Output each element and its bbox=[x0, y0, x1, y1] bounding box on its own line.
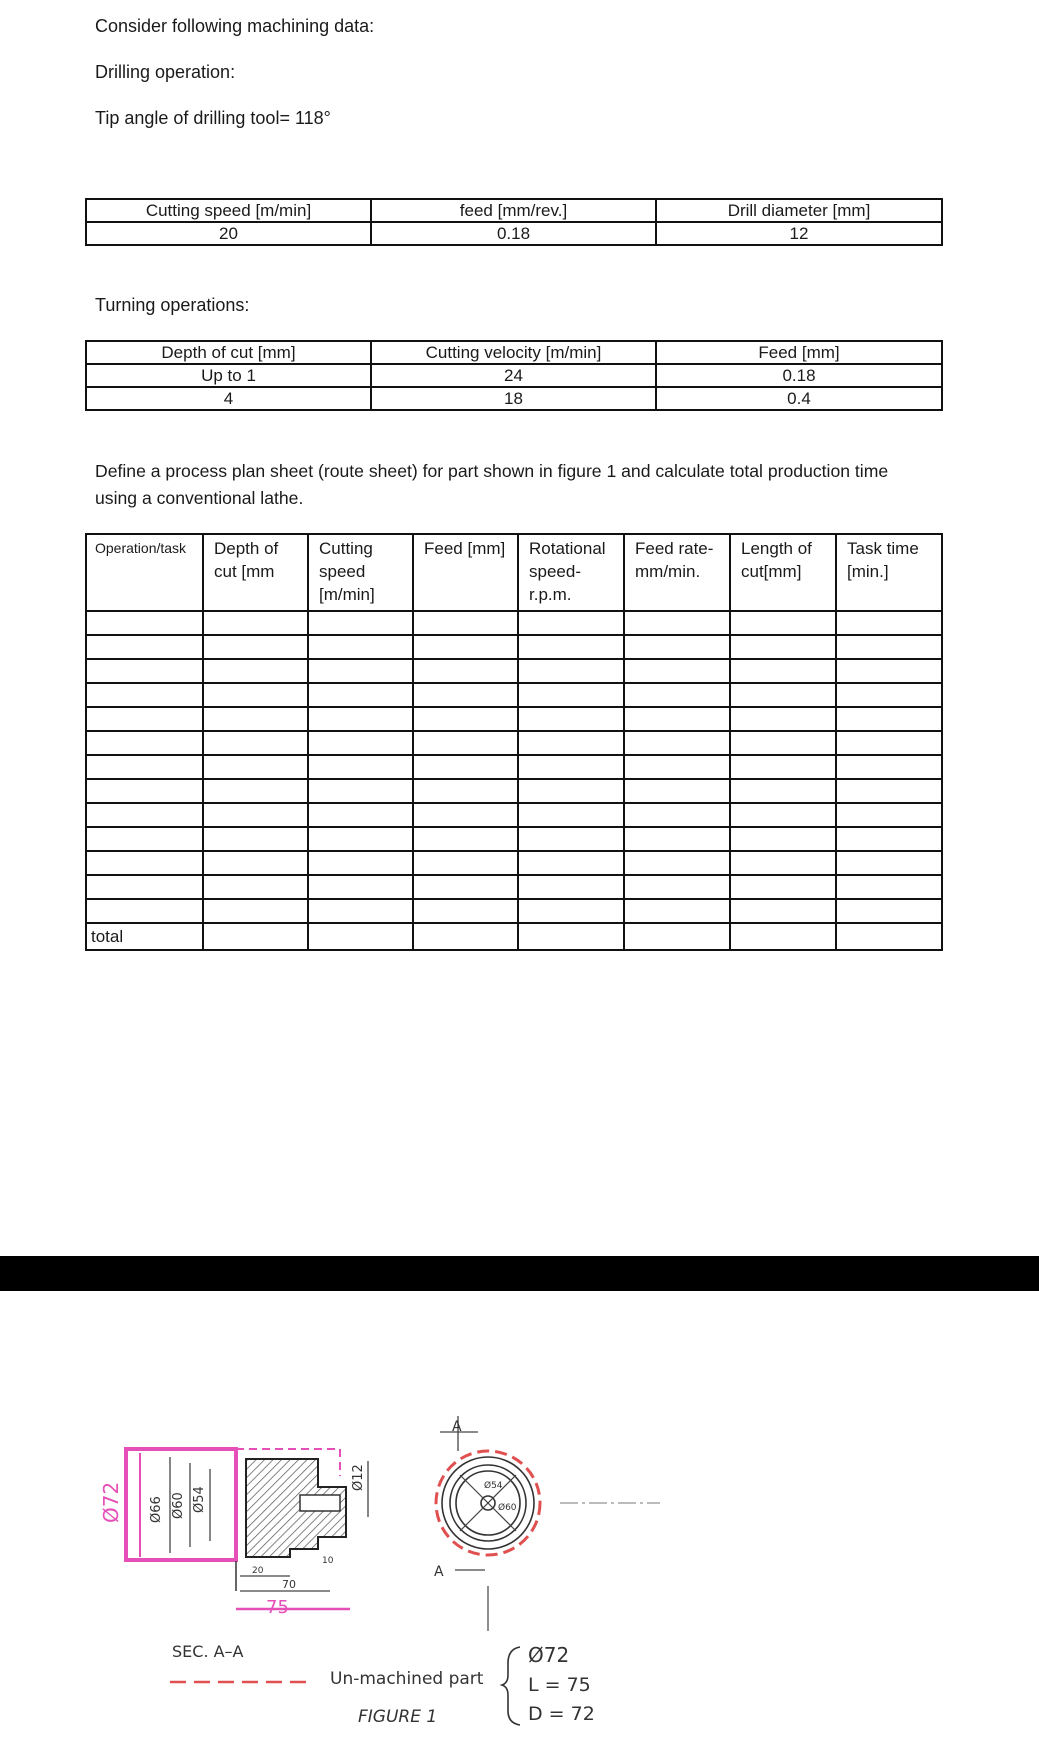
table-cell[interactable] bbox=[308, 923, 413, 950]
total-row bbox=[86, 923, 942, 950]
table-cell[interactable] bbox=[413, 923, 518, 950]
task-text-line1: Define a process plan sheet (route sheet) for part shown in figure 1 and calculate total production time bbox=[95, 461, 889, 481]
table-row bbox=[86, 779, 942, 803]
table-cell[interactable] bbox=[836, 803, 942, 827]
table-cell[interactable] bbox=[624, 707, 730, 731]
table-row bbox=[86, 827, 942, 851]
table-cell: 12 bbox=[656, 222, 942, 245]
table-cell: 0.18 bbox=[371, 222, 656, 245]
plan-header-operation: Operation/task bbox=[86, 534, 203, 611]
table-cell[interactable] bbox=[203, 659, 308, 683]
table-cell[interactable] bbox=[308, 875, 413, 899]
table-cell[interactable] bbox=[308, 707, 413, 731]
table-row bbox=[86, 875, 942, 899]
table-cell: 0.4 bbox=[656, 387, 942, 410]
table-cell[interactable] bbox=[413, 851, 518, 875]
table-cell[interactable] bbox=[413, 827, 518, 851]
table-cell[interactable] bbox=[836, 779, 942, 803]
table-cell[interactable] bbox=[86, 875, 203, 899]
table-cell[interactable] bbox=[203, 923, 308, 950]
table-cell[interactable] bbox=[624, 875, 730, 899]
table-cell[interactable] bbox=[730, 731, 836, 755]
table-cell[interactable] bbox=[308, 899, 413, 923]
table-cell[interactable] bbox=[518, 707, 624, 731]
table-cell[interactable] bbox=[203, 851, 308, 875]
table-cell[interactable] bbox=[624, 779, 730, 803]
table-cell[interactable] bbox=[730, 899, 836, 923]
table-cell[interactable] bbox=[624, 731, 730, 755]
table-row bbox=[86, 731, 942, 755]
table-cell[interactable] bbox=[836, 875, 942, 899]
table-cell[interactable] bbox=[624, 827, 730, 851]
table-header-cell: Depth of cut [mm] bbox=[86, 341, 371, 364]
table-cell[interactable] bbox=[518, 779, 624, 803]
dim-d72: Ø72 bbox=[99, 1481, 123, 1523]
table-cell[interactable] bbox=[203, 707, 308, 731]
table-cell[interactable] bbox=[518, 611, 624, 635]
circle-dim-60: Ø60 bbox=[498, 1503, 517, 1513]
table-cell[interactable] bbox=[518, 755, 624, 779]
table-cell[interactable] bbox=[518, 659, 624, 683]
table-cell[interactable] bbox=[730, 755, 836, 779]
table-cell[interactable] bbox=[86, 707, 203, 731]
table-cell[interactable] bbox=[730, 779, 836, 803]
plan-header-length: Length of cut[mm] bbox=[730, 534, 836, 611]
process-plan-table bbox=[85, 533, 943, 951]
table-cell[interactable] bbox=[730, 707, 836, 731]
table-cell[interactable] bbox=[308, 827, 413, 851]
table-cell[interactable] bbox=[413, 803, 518, 827]
table-cell[interactable] bbox=[203, 755, 308, 779]
table-cell[interactable] bbox=[624, 611, 730, 635]
table-cell[interactable] bbox=[518, 731, 624, 755]
table-cell[interactable] bbox=[518, 899, 624, 923]
table-cell[interactable] bbox=[308, 659, 413, 683]
table-row bbox=[86, 851, 942, 875]
dim-70: 70 bbox=[282, 1578, 296, 1591]
table-cell[interactable] bbox=[86, 803, 203, 827]
table-cell: 18 bbox=[371, 387, 656, 410]
table-cell[interactable] bbox=[413, 779, 518, 803]
end-view bbox=[434, 1416, 660, 1631]
table-cell[interactable] bbox=[836, 851, 942, 875]
intro-line: Consider following machining data: bbox=[95, 16, 375, 36]
table-cell[interactable] bbox=[836, 659, 942, 683]
circle-dim-54: Ø54 bbox=[484, 1481, 503, 1491]
table-cell[interactable] bbox=[413, 611, 518, 635]
table-cell[interactable] bbox=[413, 635, 518, 659]
table-cell[interactable] bbox=[203, 779, 308, 803]
table-cell[interactable] bbox=[518, 683, 624, 707]
table-row bbox=[86, 899, 942, 923]
table-cell[interactable] bbox=[730, 803, 836, 827]
plan-header-cutting-speed: Cutting speed [m/min] bbox=[308, 534, 413, 611]
table-cell[interactable] bbox=[730, 659, 836, 683]
table-cell[interactable] bbox=[624, 851, 730, 875]
part-drawing-figure bbox=[0, 1291, 1039, 1762]
table-cell[interactable] bbox=[836, 731, 942, 755]
table-cell[interactable] bbox=[86, 827, 203, 851]
turning-heading: Turning operations: bbox=[95, 295, 250, 315]
table-row bbox=[86, 803, 942, 827]
figure-caption: FIGURE 1 bbox=[358, 1707, 438, 1727]
table-cell[interactable] bbox=[308, 635, 413, 659]
table-cell[interactable] bbox=[518, 875, 624, 899]
table-cell[interactable] bbox=[203, 875, 308, 899]
table-cell[interactable] bbox=[308, 755, 413, 779]
dim-75: 75 bbox=[266, 1597, 289, 1618]
plan-header-task-time: Task time [min.] bbox=[836, 534, 942, 611]
table-cell: 4 bbox=[86, 387, 371, 410]
section-view bbox=[99, 1449, 368, 1682]
table-cell[interactable] bbox=[836, 899, 942, 923]
drilled-hole bbox=[300, 1495, 340, 1511]
section-a-top: A bbox=[452, 1419, 462, 1435]
table-cell[interactable] bbox=[308, 683, 413, 707]
table-cell[interactable] bbox=[308, 611, 413, 635]
table-cell[interactable] bbox=[203, 827, 308, 851]
table-cell[interactable] bbox=[730, 851, 836, 875]
dim-20: 20 bbox=[252, 1566, 264, 1576]
table-header-cell: Cutting speed [m/min] bbox=[86, 199, 371, 222]
dim-d66: Ø66 bbox=[149, 1496, 164, 1523]
table-cell[interactable] bbox=[86, 851, 203, 875]
table-cell[interactable] bbox=[624, 683, 730, 707]
table-cell[interactable] bbox=[836, 611, 942, 635]
section-a-bottom: A bbox=[434, 1564, 444, 1580]
table-cell[interactable] bbox=[730, 635, 836, 659]
table-cell[interactable] bbox=[836, 683, 942, 707]
table-cell[interactable] bbox=[836, 755, 942, 779]
table-cell[interactable] bbox=[86, 899, 203, 923]
table-cell[interactable] bbox=[624, 755, 730, 779]
table-cell[interactable] bbox=[86, 779, 203, 803]
table-cell[interactable] bbox=[413, 683, 518, 707]
table-row bbox=[86, 755, 942, 779]
table-row bbox=[86, 683, 942, 707]
dim-d54: Ø54 bbox=[192, 1486, 207, 1513]
table-cell[interactable] bbox=[836, 923, 942, 950]
table-cell[interactable] bbox=[518, 923, 624, 950]
table-cell[interactable] bbox=[413, 755, 518, 779]
table-cell[interactable] bbox=[518, 851, 624, 875]
table-cell[interactable] bbox=[730, 611, 836, 635]
section-label: SEC. A–A bbox=[172, 1642, 244, 1661]
table-cell: Up to 1 bbox=[86, 364, 371, 387]
table-cell[interactable] bbox=[86, 659, 203, 683]
table-cell[interactable] bbox=[413, 731, 518, 755]
table-cell[interactable] bbox=[203, 803, 308, 827]
table-cell[interactable] bbox=[730, 683, 836, 707]
table-header-cell: Cutting velocity [m/min] bbox=[371, 341, 656, 364]
unmachined-label: Un-machined part bbox=[330, 1669, 484, 1689]
table-row bbox=[86, 635, 942, 659]
table-cell[interactable] bbox=[86, 755, 203, 779]
table-cell: 24 bbox=[371, 364, 656, 387]
table-cell[interactable] bbox=[413, 899, 518, 923]
table-cell[interactable] bbox=[836, 635, 942, 659]
table-cell[interactable] bbox=[413, 659, 518, 683]
stock-brace bbox=[502, 1647, 520, 1725]
table-cell: 20 bbox=[86, 222, 371, 245]
table-cell[interactable] bbox=[730, 875, 836, 899]
table-cell[interactable] bbox=[413, 707, 518, 731]
drilling-heading: Drilling operation: bbox=[95, 62, 236, 82]
table-cell[interactable] bbox=[518, 635, 624, 659]
table-cell[interactable] bbox=[308, 803, 413, 827]
table-cell[interactable] bbox=[308, 731, 413, 755]
table-cell[interactable] bbox=[624, 923, 730, 950]
drilling-data-table bbox=[85, 198, 943, 246]
table-cell[interactable] bbox=[624, 659, 730, 683]
table-cell[interactable] bbox=[730, 827, 836, 851]
table-header-cell: Feed [mm] bbox=[656, 341, 942, 364]
table-cell[interactable] bbox=[203, 899, 308, 923]
table-header-cell: Drill diameter [mm] bbox=[656, 199, 942, 222]
table-row bbox=[86, 659, 942, 683]
plan-header-depth: Depth of cut [mm bbox=[203, 534, 308, 611]
table-cell[interactable] bbox=[624, 635, 730, 659]
plan-header-feed-rate: Feed rate- mm/min. bbox=[624, 534, 730, 611]
stock-length: L = 75 bbox=[528, 1674, 591, 1696]
table-cell[interactable] bbox=[203, 683, 308, 707]
plan-header-feed: Feed [mm] bbox=[413, 534, 518, 611]
table-cell[interactable] bbox=[203, 731, 308, 755]
table-cell: 0.18 bbox=[656, 364, 942, 387]
table-cell[interactable] bbox=[836, 827, 942, 851]
table-cell[interactable] bbox=[308, 779, 413, 803]
black-separator-band bbox=[0, 1256, 1039, 1291]
table-row bbox=[86, 707, 942, 731]
turning-data-table bbox=[85, 340, 943, 411]
table-cell[interactable] bbox=[86, 731, 203, 755]
table-cell[interactable] bbox=[624, 899, 730, 923]
table-cell[interactable] bbox=[203, 635, 308, 659]
dim-d60: Ø60 bbox=[171, 1492, 186, 1519]
task-text-line2: using a conventional lathe. bbox=[95, 488, 304, 508]
dim-10: 10 bbox=[322, 1556, 334, 1566]
stock-diameter: Ø72 bbox=[528, 1643, 570, 1667]
table-cell[interactable] bbox=[308, 851, 413, 875]
table-cell[interactable] bbox=[836, 707, 942, 731]
tip-angle-text: Tip angle of drilling tool= 118° bbox=[95, 108, 331, 128]
table-cell[interactable] bbox=[518, 827, 624, 851]
table-cell[interactable] bbox=[86, 683, 203, 707]
table-cell[interactable] bbox=[86, 611, 203, 635]
total-label: total bbox=[86, 923, 203, 950]
table-cell[interactable] bbox=[518, 803, 624, 827]
table-cell[interactable] bbox=[86, 635, 203, 659]
table-header-cell: feed [mm/rev.] bbox=[371, 199, 656, 222]
plan-header-rotational-speed: Rotational speed- r.p.m. bbox=[518, 534, 624, 611]
table-cell[interactable] bbox=[730, 923, 836, 950]
table-row bbox=[86, 611, 942, 635]
table-cell[interactable] bbox=[203, 611, 308, 635]
stock-d: D = 72 bbox=[528, 1703, 595, 1725]
dim-d12: Ø12 bbox=[351, 1464, 366, 1491]
table-cell[interactable] bbox=[413, 875, 518, 899]
table-cell[interactable] bbox=[624, 803, 730, 827]
